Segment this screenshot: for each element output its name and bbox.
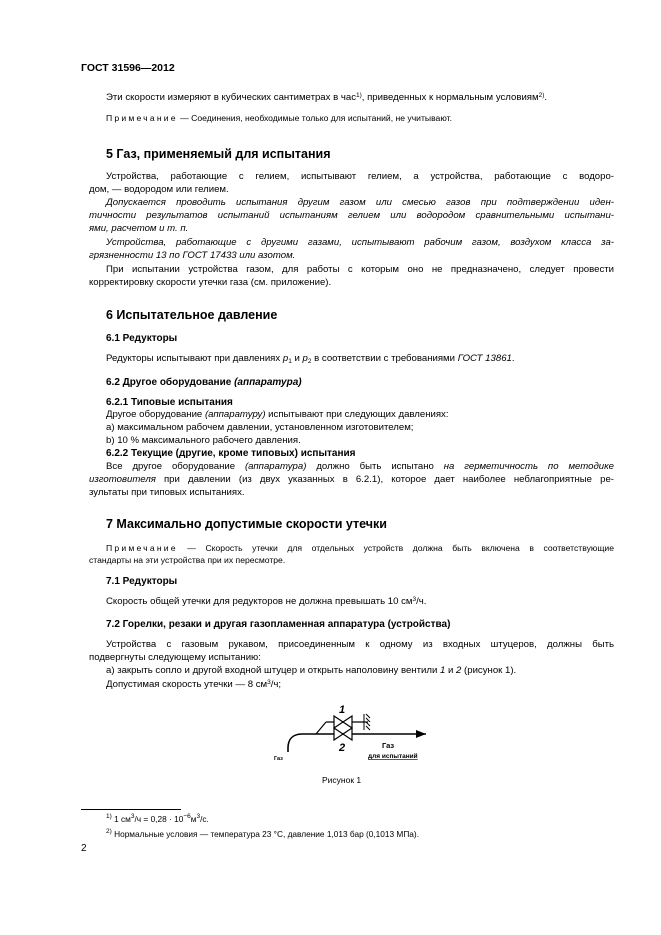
- branch-line: [316, 722, 326, 734]
- s71-sup: 3: [412, 596, 417, 603]
- s72-rate-a: Допустимая скорость утечки — 8 см: [106, 679, 268, 690]
- s621-text-b: испытывают при следующих давлениях:: [265, 409, 449, 420]
- footnote-1-d: /с.: [200, 814, 209, 824]
- footnote-1-a: 1 см: [111, 814, 131, 824]
- footnote-2-text: Нормальные условия — температура 23 °С, давление 1,013 бар (0,1013 МПа).: [111, 829, 419, 839]
- hose-curve: [288, 734, 302, 748]
- s71-text: [106, 596, 426, 608]
- s72-line1: Устройства с газовым рукавом, присоединенным к одному из входных штуцеров, должны быть: [106, 639, 614, 650]
- section-6-1-title: 6.1 Редукторы: [106, 333, 178, 344]
- intro-text-c: .: [544, 92, 548, 103]
- footnote-2: [106, 828, 419, 840]
- s622-italic-a: (аппаратура): [244, 461, 307, 472]
- s72-item-a-end: (рисунок 1).: [461, 665, 517, 676]
- footnote-1-sup2: −6: [183, 813, 191, 820]
- section-6-2-1-title: 6.2.1 Типовые испытания: [106, 397, 233, 408]
- s621-italic: (аппаратуру): [204, 409, 266, 420]
- s71-text-b: /ч.: [416, 596, 427, 607]
- note-label: Примечание: [106, 113, 178, 123]
- intro-text-a: Эти скорости измеряют в кубических сантиметрах в час: [106, 92, 356, 103]
- section-6-2-2-title: 6.2.2 Текущие (другие, кроме типовых) испытания: [106, 448, 356, 459]
- pressure-sub-1: 1: [288, 358, 292, 365]
- label-valve-2: 2: [339, 742, 346, 754]
- s72-item-a-text: а) закрыть сопло и другой входной штуцер и открыть наполовину вентили: [106, 665, 440, 676]
- s621-item-a: а) максимальном рабочем давлении, установленном изготовителем;: [106, 422, 414, 433]
- figure-1-diagram: [266, 700, 436, 768]
- footnote-1: [106, 813, 209, 825]
- valve-ref-1: 1: [439, 665, 446, 676]
- footnote-2-mark: 2): [106, 828, 112, 835]
- s71-text-a: Скорость общей утечки для редукторов не должна превышать 10 см: [106, 596, 413, 607]
- s72-rate: [106, 679, 281, 691]
- valve-1-icon: [334, 716, 352, 728]
- note-text: — Соединения, необходимые только для испытаний, не учитывают.: [177, 113, 452, 123]
- page-number: 2: [81, 843, 87, 854]
- s5-p1-line2: дом, — водородом или гелием.: [89, 184, 229, 195]
- intro-text-b: , приведенных к нормальным условиям: [361, 92, 539, 103]
- s621-text-a: Другое оборудование: [106, 409, 205, 420]
- s61-end: .: [511, 353, 515, 364]
- gost-13861-ref: ГОСТ 13861: [457, 353, 512, 364]
- left-label: Газ: [274, 756, 283, 762]
- footnote-ref-2: 2): [538, 92, 545, 99]
- s72-item-a: [106, 665, 516, 677]
- s5-p2-line1: Допускается проводить испытания другим газом или смесью газов при подтверждении иден-: [106, 197, 614, 208]
- s7-note-label: Примечание: [106, 543, 178, 553]
- s621-item-b: b) 10 % максимального рабочего давления.: [106, 435, 301, 446]
- valve-ref-2: 2: [456, 665, 462, 676]
- s5-p4-line2: корректировку скорости утечки газа (см. приложение).: [89, 277, 332, 288]
- s61-text: [106, 353, 515, 366]
- gas-arrow-icon: [416, 730, 426, 738]
- pressure-sub-2: 2: [307, 358, 312, 365]
- pressure-symbol-p2: p: [302, 353, 308, 364]
- s61-text-a: Редукторы испытывают при давлениях: [106, 353, 283, 364]
- s621-intro: [106, 409, 449, 421]
- s7-note-line2: стандарты на эти устройства при их пересмотре.: [89, 555, 286, 565]
- s72-line2: подвергнуты следующему испытанию:: [89, 652, 261, 663]
- figure-1-caption: Рисунок 1: [322, 775, 362, 785]
- section-7-2-title: 7.2 Горелки, резаки и другая газопламенная аппаратура (устройства): [106, 619, 451, 630]
- intro-paragraph: [106, 92, 547, 104]
- s622-line1: [106, 461, 614, 473]
- s622-text-c: при давлении (из двух указанных в 6.2.1), которое дает наиболее неблагоприятные ре-: [155, 474, 614, 485]
- s622-text-b: должно быть испытано: [306, 461, 444, 472]
- section-7-1-title: 7.1 Редукторы: [106, 576, 178, 587]
- s622-italic-c: изготовителя: [89, 474, 156, 485]
- gas-label: Газ: [382, 741, 395, 750]
- pressure-symbol-p1: p: [282, 353, 289, 364]
- s5-p4-line1: При испытании устройства газом, для работы с которым оно не предназначено, следует провести: [106, 264, 614, 275]
- s72-and: и: [445, 665, 457, 676]
- s5-p1-line1: Устройства, работающие с гелием, испытывают гелием, а устройства, работающие с водоро-: [106, 171, 614, 182]
- footnote-1-b: /ч = 0,28 · 10: [134, 814, 184, 824]
- s5-p3-line2: грязненности 13 по ГОСТ 17433 или азотом.: [89, 250, 296, 261]
- section-6-2-title: [106, 377, 302, 389]
- s62-title-text: 6.2 Другое оборудование: [106, 377, 235, 388]
- s622-text-a: Все другое оборудование: [106, 461, 245, 472]
- s62-title-italic: (аппаратура): [234, 377, 302, 388]
- footnote-ref-1: 1): [356, 92, 362, 99]
- s5-p2-line3: ями, расчетом и т. п.: [89, 223, 189, 234]
- footnote-1-sup1: 3: [130, 813, 135, 820]
- s7-note-line1: [106, 542, 614, 554]
- s5-p3-line1: Устройства, работающие с другими газами, испытывают рабочим газом, воздухом класса за-: [106, 237, 614, 248]
- s622-italic-b: на герметичность по методике: [443, 461, 614, 472]
- section-5-title: 5 Газ, применяемый для испытания: [106, 147, 331, 161]
- s61-and: и: [291, 353, 303, 364]
- label-valve-1: 1: [339, 704, 346, 716]
- footnote-1-mark: 1): [106, 813, 112, 820]
- valve-2-icon: [334, 728, 352, 740]
- s72-rate-b: /ч;: [270, 679, 282, 690]
- s622-line3: зультаты при типовых испытаниях.: [89, 487, 245, 498]
- gas-sublabel: для испытаний: [368, 753, 418, 760]
- footnote-1-sup3: 3: [196, 813, 201, 820]
- s622-line2: [89, 474, 614, 486]
- footnote-separator: [81, 809, 181, 810]
- s61-text-b: в соответствии с требованиями: [311, 353, 458, 364]
- s72-rate-sup: 3: [267, 679, 271, 686]
- footnote-1-c: м: [190, 814, 197, 824]
- section-7-title: 7 Максимально допустимые скорости утечки: [106, 517, 387, 531]
- s7-note-text: — Скорость утечки для отдельных устройств должна быть включена в соответствующие: [177, 543, 614, 553]
- s5-p2-line2: тичности результатов испытаний испытаниям гелием или водородом сравнительными испытани-: [89, 210, 614, 221]
- section-6-title: 6 Испытательное давление: [106, 308, 278, 322]
- standard-header: ГОСТ 31596—2012: [81, 62, 175, 74]
- intro-note: [106, 112, 452, 124]
